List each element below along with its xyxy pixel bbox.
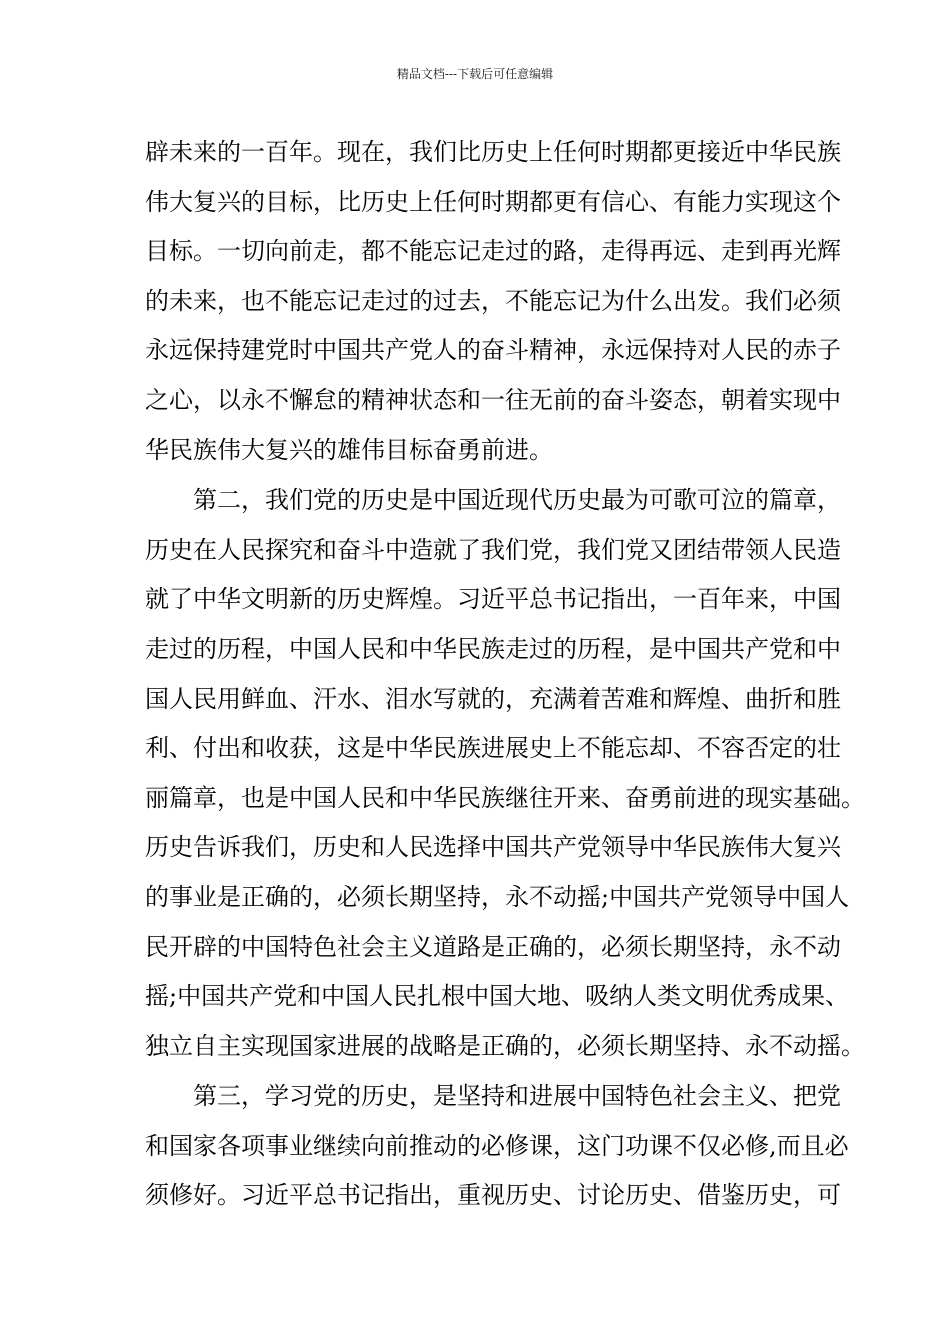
text-line: 永远保持建党时中国共产党人的奋斗精神，永远保持对人民的赤子 <box>145 336 841 365</box>
text-line: 和国家各项事业继续向前推动的必修课，这门功课不仅必修,而且必 <box>145 1131 849 1160</box>
text-line: 华民族伟大复兴的雄伟目标奋勇前进。 <box>145 435 553 464</box>
paragraph <box>145 1074 849 1223</box>
text-line: 丽篇章，也是中国人民和中华民族继往开来、奋勇前进的现实基础。 <box>145 783 865 812</box>
text-line: 历史在人民探究和奋斗中造就了我们党，我们党又团结带领人民造 <box>145 535 841 564</box>
text-line: 第三，学习党的历史，是坚持和进展中国特色社会主义、把党 <box>145 1082 841 1111</box>
text-line: 辟未来的一百年。现在，我们比历史上任何时期都更接近中华民族 <box>145 138 841 166</box>
text-line: 的未来，也不能忘记走过的过去，不能忘记为什么出发。我们必须 <box>145 286 841 315</box>
text-line: 伟大复兴的目标，比历史上任何时期都更有信心、有能力实现这个 <box>145 187 841 216</box>
page-header: 精品文档---下载后可任意编辑 <box>396 67 554 81</box>
text-line: 之心，以永不懈怠的精神状态和一往无前的奋斗姿态，朝着实现中 <box>145 385 841 414</box>
text-line: 摇;中国共产党和中国人民扎根中国大地、吸纳人类文明优秀成果、 <box>145 982 850 1011</box>
text-line: 须修好。习近平总书记指出，重视历史、讨论历史、借鉴历史，可 <box>145 1181 841 1210</box>
text-line: 独立自主实现国家进展的战略是正确的，必须长期坚持、永不动摇。 <box>145 1031 865 1060</box>
text-line: 利、付出和收获，这是中华民族进展史上不能忘却、不容否定的壮 <box>145 734 841 763</box>
paragraph <box>145 478 865 1073</box>
text-line: 走过的历程，中国人民和中华民族走过的历程，是中国共产党和中 <box>145 634 841 663</box>
text-line: 目标。一切向前走，都不能忘记走过的路，走得再远、走到再光辉 <box>145 237 841 266</box>
text-line: 第二，我们党的历史是中国近现代历史最为可歌可泣的篇章， <box>145 486 841 515</box>
text-line: 就了中华文明新的历史辉煌。习近平总书记指出，一百年来，中国 <box>145 585 841 614</box>
paragraph <box>145 130 841 477</box>
text-line: 民开辟的中国特色社会主义道路是正确的，必须长期坚持，永不动 <box>145 932 841 961</box>
document-body <box>145 130 865 1223</box>
text-line: 历史告诉我们，历史和人民选择中国共产党领导中华民族伟大复兴 <box>145 833 841 862</box>
text-line: 国人民用鲜血、汗水、泪水写就的，充满着苦难和辉煌、曲折和胜 <box>145 684 841 713</box>
text-line: 的事业是正确的，必须长期坚持，永不动摇;中国共产党领导中国人 <box>145 882 850 911</box>
